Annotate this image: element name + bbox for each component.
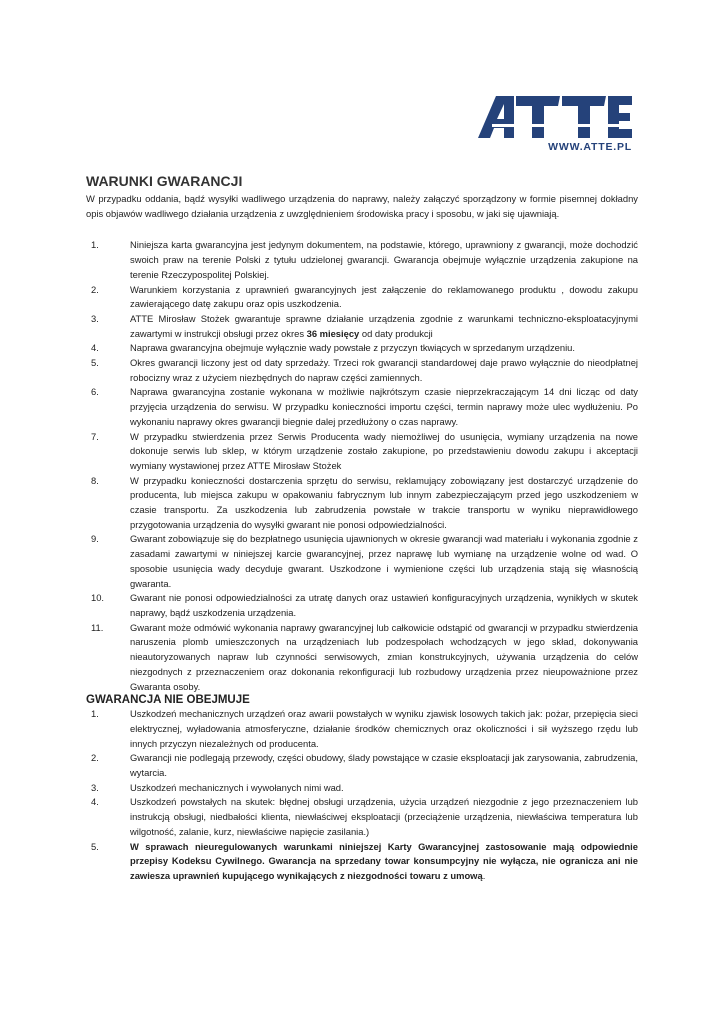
list-item: 9. Gwarant zobowiązuje się do bezpłatnego usunięcia ujawnionych w okresie gwarancji wad materiału i wykonania zgodnie z zasadami zawartymi w niniejszej karcie gwarancyjnej, przez naprawę lub wymianę na urządzenie wolne od wad. O sposobie usunięcia wady decyduje gwarant. Uszkodzone i wymienione części lub urządzenia stają się własnością gwaranta. xyxy=(91,533,638,589)
list-item: 8. W przypadku konieczności dostarczenia sprzętu do serwisu, reklamujący zobowiązany jest dostarczyć urządzenie do producenta, lub miejsca zakupu w opakowaniu fabrycznym lub innym zabezpieczającym przed jego uszkodzeniem w czasie transportu. Za uszkodzenia lub zabrudzenia powstałe w trakcie transportu w wyniku nieprawidłowego przygotowania urządzenia do wysyłki gwarant nie ponosi odpowiedzialności. xyxy=(91,474,638,530)
list-item: 4. Uszkodzeń powstałych na skutek: błędnej obsługi urządzenia, użycia urządzeń niezgodnie z jego przeznaczeniem lub instrukcją obsługi, niedbałości klienta, niewłaściwej eksploatacji (przeciążenie urządzenia, niewłaściwa temperatura lub wilgotność, zalanie, kurz, niewłaściwe napięcie zasilania.) xyxy=(91,796,638,837)
list-item: 7. W przypadku stwierdzenia przez Serwis Producenta wady niemożliwej do usunięcia, wymiany urządzenia na nowe dokonuje serwis lub sklep, w którym urządzenie zostało zakupione, po przedstawieniu dowodu zakupu i akceptacji wymiany wystawionej przez ATTE Mirosław Stożek xyxy=(91,430,638,471)
list-item: 3. Uszkodzeń mechanicznych i wywołanych nimi wad. xyxy=(91,781,344,793)
exclusions-heading: GWARANCJA NIE OBEJMUJE xyxy=(86,694,250,707)
page-title: WARUNKI GWARANCJI xyxy=(86,173,243,189)
list-item: 2. Warunkiem korzystania z uprawnień gwarancyjnych jest załączenie do reklamowanego produktu , dowodu zakupu zawierającego datę zakupu oraz opis uszkodzenia. xyxy=(91,283,638,310)
list-item: 4. Naprawa gwarancyjna obejmuje wyłącznie wady powstałe z przyczyn tkwiących w sprzedanym urządzeniu. xyxy=(91,342,575,354)
list-item: 1. Uszkodzeń mechanicznych urządzeń oraz awarii powstałych w wyniku zjawisk losowych takich jak: pożar, przepięcia sieci elektrycznej, wyładowania atmosferyczne, działanie środków chemicznych oraz okoliczności i sił wyższego rzędu lub innych przyczyn niezależnych od producenta. xyxy=(91,708,638,749)
exclusions-list xyxy=(86,707,638,883)
list-item: 1. Niniejsza karta gwarancyjna jest jedynym dokumentem, na podstawie, którego, uprawniony z gwarancji, może dochodzić swoich praw na terenie Polski z tytułu udzielonej gwarancji. Gwarancja obejmuje wyłącznie urządzenia zakupione na terenie Rzeczypospolitej Polskiej. xyxy=(91,239,638,280)
intro-paragraph: W przypadku oddania, bądź wysyłki wadliwego urządzenia do naprawy, należy załączyć sporządzony w formie pisemnej dokładny opis objawów wadliwego działania urządzenia z uwzględnieniem środowiska pracy i sposobu, w jaki się ujawniają. xyxy=(86,193,638,219)
atte-logo-graphic xyxy=(478,96,632,152)
list-item: 5. Okres gwarancji liczony jest od daty sprzedaży. Trzeci rok gwarancji standardowej daje prawo wyłącznie do nieodpłatnej robocizny wraz z użyciem niezbędnych do napraw części zamiennych. xyxy=(91,357,638,383)
list-item: 6. Naprawa gwarancyjna zostanie wykonana w możliwie najkrótszym czasie nieprzekraczającym 14 dni licząc od daty przyjęcia urządzenia do serwisu. W przypadku konieczności importu części, termin naprawy może ulec wydłużeniu. Po wykonaniu naprawy okres gwarancji biegnie dalej przedłużony o czas naprawy. xyxy=(91,386,638,427)
list-item: 2. Gwarancji nie podlegają przewody, części obudowy, ślady powstające w czasie eksploatacji jak zarysowania, zabrudzenia, wytarcia. xyxy=(91,752,638,779)
atte-logo xyxy=(478,96,632,152)
warranty-document xyxy=(86,172,638,884)
list-item: 10. Gwarant nie ponosi odpowiedzialności za utratę danych oraz ustawień konfiguracyjnych urządzenia, wynikłych w skutek naprawy, bądź uszkodzenia urządzenia. xyxy=(91,592,638,618)
list-item: 5. W sprawach nieuregulowanych warunkami niniejszej Karty Gwarancyjnej zastosowanie mają odpowiednie przepisy Kodeksu Cywilnego. Gwarancja na sprzedany towar konsumpcyjny nie wyłącza, nie ogranicza ani nie zawiesza uprawnień kupującego wynikających z niezgodności towaru z umową. xyxy=(91,840,638,881)
warranty-terms-list xyxy=(86,238,638,694)
list-item: 11. Gwarant może odmówić wykonania naprawy gwarancyjnej lub całkowicie odstąpić od gwarancji w przypadku stwierdzenia naruszenia plomb umieszczonych na urządzeniach lub podzespołach wchodzących w jego skład, dokonywania nieautoryzowanych napraw lub czynności serwisowych, zmian konstrukcyjnych, używania urządzenia do celów niezgodnych z przeznaczeniem oraz dokonania rekonfiguracji lub rozbudowy urządzenia przez nieupoważnione przez Gwaranta osoby. xyxy=(91,621,638,692)
logo-url: WWW.ATTE.PL xyxy=(548,141,632,152)
list-item: 3. ATTE Mirosław Stożek gwarantuje sprawne działanie urządzenia zgodnie z warunkami techniczno-eksploatacyjnymi zawartymi w instrukcji obsługi przez okres 36 miesięcy od daty produkcji xyxy=(91,312,638,339)
